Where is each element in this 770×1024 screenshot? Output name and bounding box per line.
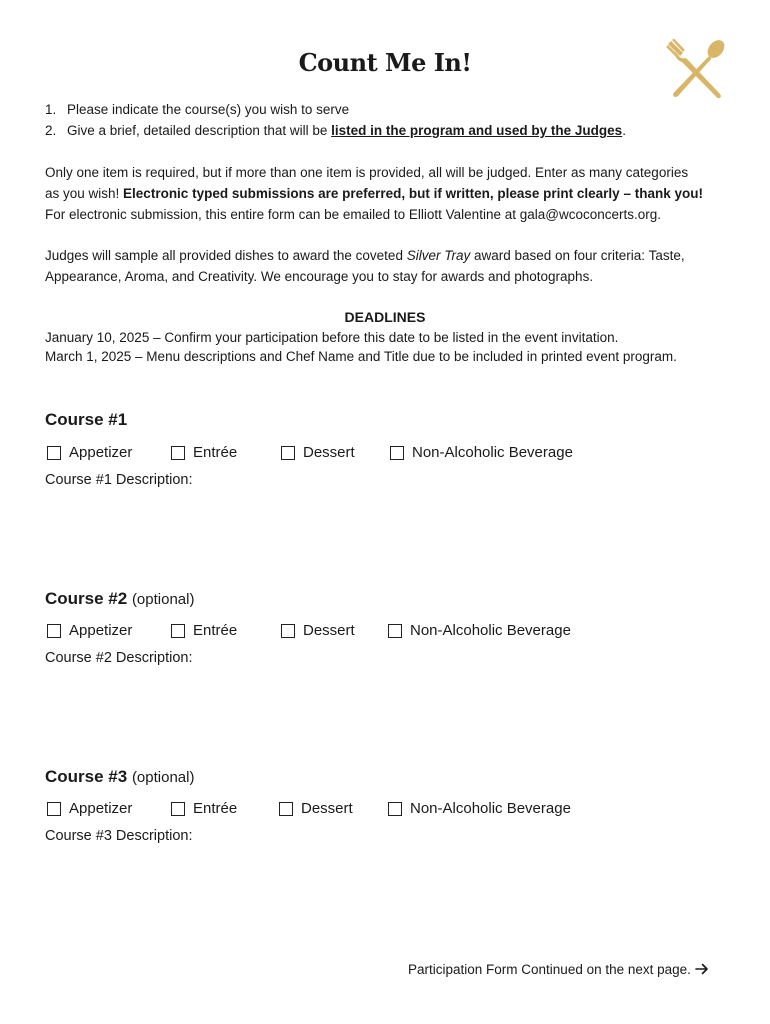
course-2-options bbox=[45, 622, 745, 644]
course-3-dessert-checkbox[interactable] bbox=[279, 800, 353, 817]
checkbox-label: Non-Alcoholic Beverage bbox=[410, 800, 571, 817]
fork-spoon-icon bbox=[664, 38, 728, 100]
checkbox-label: Entrée bbox=[193, 800, 238, 817]
checkbox-label: Non-Alcoholic Beverage bbox=[410, 622, 571, 639]
course-1-options bbox=[45, 444, 745, 466]
deadline-line-2: March 1, 2025 – Menu descriptions and Chef Name and Title due to be included in printed event program. bbox=[45, 349, 677, 364]
judging-text: award based on four criteria: Taste, bbox=[470, 248, 685, 263]
judging-text: Judges will sample all provided dishes to award the coveted bbox=[45, 248, 407, 263]
course-2-heading bbox=[45, 589, 194, 609]
instruction-text: Give a brief, detailed description that will be bbox=[67, 123, 332, 138]
checkbox-icon[interactable] bbox=[281, 446, 295, 460]
course-2-appetizer-checkbox[interactable] bbox=[47, 622, 132, 639]
checkbox-label: Dessert bbox=[303, 444, 355, 461]
checkbox-icon[interactable] bbox=[171, 624, 185, 638]
instruction-punctuation: . bbox=[622, 123, 626, 138]
course-title: Course #3 bbox=[45, 767, 128, 786]
checkbox-icon[interactable] bbox=[390, 446, 404, 460]
optional-tag: (optional) bbox=[131, 769, 195, 786]
course-1-description-label: Course #1 Description: bbox=[45, 472, 193, 488]
checkbox-icon[interactable] bbox=[388, 624, 402, 638]
info-emphasis: Electronic typed submissions are preferred, but if written, please print clearly – thank you! bbox=[123, 186, 703, 201]
info-line-1: Only one item is required, but if more than one item is provided, all will be judged. Enter as many categories bbox=[45, 165, 689, 180]
checkbox-label: Entrée bbox=[193, 622, 238, 639]
continued-note bbox=[408, 962, 709, 977]
list-number: 1. bbox=[45, 102, 57, 117]
course-1-heading bbox=[45, 410, 127, 430]
continued-text: Participation Form Continued on the next page. bbox=[408, 962, 691, 977]
course-2-dessert-checkbox[interactable] bbox=[281, 622, 355, 639]
course-3-appetizer-checkbox[interactable] bbox=[47, 800, 132, 817]
judging-line-1 bbox=[45, 246, 685, 266]
course-3-heading bbox=[45, 767, 194, 787]
deadlines-heading: DEADLINES bbox=[344, 309, 426, 325]
info-line-2 bbox=[45, 184, 703, 204]
course-3-options bbox=[45, 800, 745, 822]
course-1-entree-checkbox[interactable] bbox=[171, 444, 237, 461]
instruction-item-2 bbox=[45, 121, 626, 141]
course-2-beverage-checkbox[interactable] bbox=[388, 622, 571, 639]
instruction-item-1 bbox=[45, 100, 349, 120]
checkbox-label: Appetizer bbox=[69, 800, 133, 817]
judging-line-2: Appearance, Aroma, and Creativity. We encourage you to stay for awards and photographs. bbox=[45, 269, 594, 284]
instruction-emphasis: listed in the program and used by the Judges bbox=[331, 123, 623, 138]
checkbox-label: Appetizer bbox=[69, 622, 133, 639]
course-3-entree-checkbox[interactable] bbox=[171, 800, 237, 817]
info-text: as you wish! bbox=[45, 186, 124, 201]
checkbox-label: Dessert bbox=[301, 800, 353, 817]
course-3-description-label: Course #3 Description: bbox=[45, 828, 193, 844]
page-title: Count Me In! bbox=[298, 48, 472, 77]
course-3-beverage-checkbox[interactable] bbox=[388, 800, 571, 817]
checkbox-icon[interactable] bbox=[388, 802, 402, 816]
award-name: Silver Tray bbox=[406, 248, 471, 263]
arrow-right-icon bbox=[695, 963, 709, 975]
checkbox-icon[interactable] bbox=[281, 624, 295, 638]
deadline-line-1: January 10, 2025 – Confirm your participation before this date to be listed in the event invitation. bbox=[45, 330, 619, 345]
course-title: Course #2 bbox=[45, 589, 128, 608]
checkbox-icon[interactable] bbox=[47, 802, 61, 816]
course-1-appetizer-checkbox[interactable] bbox=[47, 444, 132, 461]
course-1-dessert-checkbox[interactable] bbox=[281, 444, 355, 461]
course-1-beverage-checkbox[interactable] bbox=[390, 444, 573, 461]
course-2-description-label: Course #2 Description: bbox=[45, 650, 193, 666]
info-line-3: For electronic submission, this entire form can be emailed to Elliott Valentine at gala@wcoconcerts.org. bbox=[45, 207, 661, 222]
course-title: Course #1 bbox=[45, 410, 128, 429]
checkbox-label: Entrée bbox=[193, 444, 238, 461]
list-number: 2. bbox=[45, 123, 57, 138]
optional-tag: (optional) bbox=[131, 591, 195, 608]
checkbox-icon[interactable] bbox=[171, 802, 185, 816]
checkbox-icon[interactable] bbox=[47, 446, 61, 460]
checkbox-label: Appetizer bbox=[69, 444, 133, 461]
checkbox-icon[interactable] bbox=[279, 802, 293, 816]
checkbox-label: Dessert bbox=[303, 622, 355, 639]
instruction-text: Please indicate the course(s) you wish to serve bbox=[67, 102, 350, 117]
checkbox-icon[interactable] bbox=[47, 624, 61, 638]
course-2-entree-checkbox[interactable] bbox=[171, 622, 237, 639]
checkbox-label: Non-Alcoholic Beverage bbox=[412, 444, 573, 461]
checkbox-icon[interactable] bbox=[171, 446, 185, 460]
